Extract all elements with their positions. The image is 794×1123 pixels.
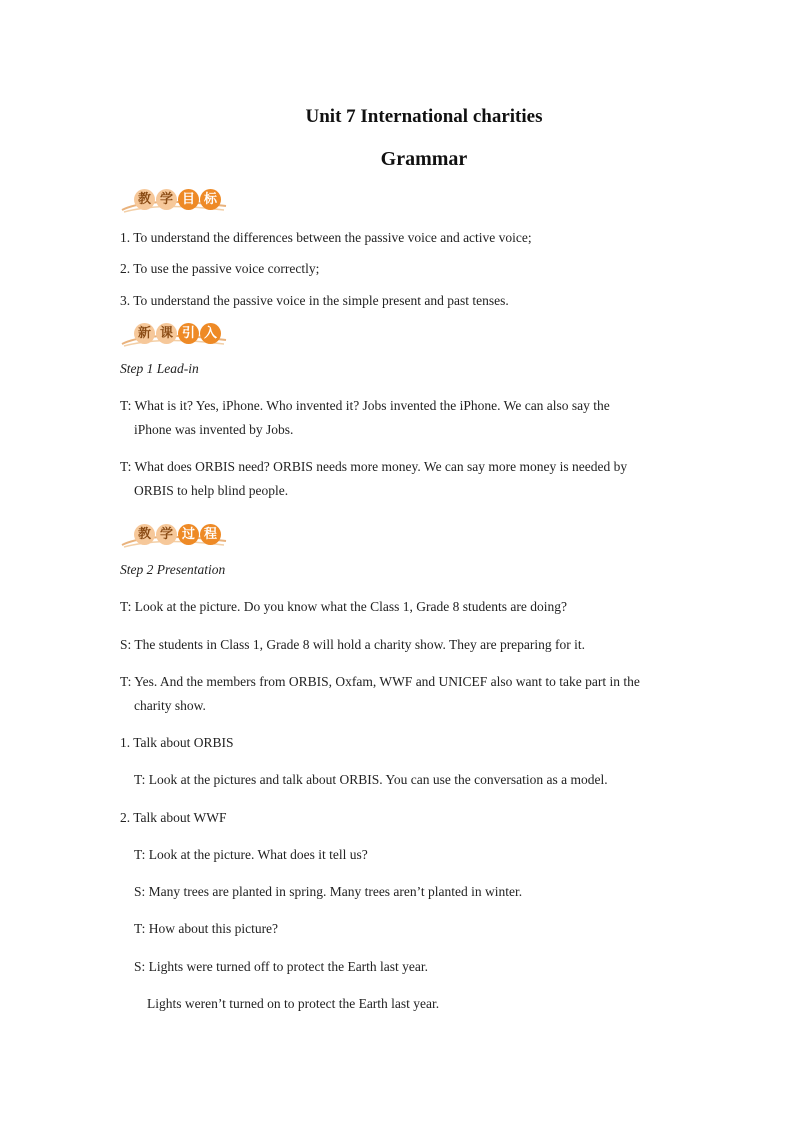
badge-char: 新	[134, 323, 155, 344]
badge-char: 标	[200, 189, 221, 210]
badge-char: 目	[178, 189, 199, 210]
badge-char: 入	[200, 323, 221, 344]
step2-line: T: How about this picture?	[134, 921, 279, 936]
objective-2: 2. To use the passive voice correctly;	[120, 261, 320, 276]
badge-char: 学	[156, 189, 177, 210]
step2-line: T: Look at the pictures and talk about ORBIS. You can use the conversation as a model.	[134, 772, 608, 787]
step1-heading: Step 1 Lead-in	[120, 361, 199, 376]
step1-line: T: What is it? Yes, iPhone. Who invented it? Jobs invented the iPhone. We can also say the	[120, 398, 610, 413]
step1-line: iPhone was invented by Jobs.	[134, 422, 294, 437]
objectives-badge	[120, 186, 230, 214]
step2-line: T: Look at the picture. What does it tell us?	[134, 847, 368, 862]
badge-char: 课	[156, 323, 177, 344]
step2-line: T: Yes. And the members from ORBIS, Oxfam, WWF and UNICEF also want to take part in the	[120, 674, 640, 689]
step2-line: 1. Talk about ORBIS	[120, 735, 234, 750]
badge-char: 教	[134, 524, 155, 545]
step1-line: T: What does ORBIS need? ORBIS needs more money. We can say more money is needed by	[120, 459, 628, 474]
step2-line: charity show.	[134, 698, 206, 713]
step2-heading: Step 2 Presentation	[120, 562, 226, 577]
badge-char: 程	[200, 524, 221, 545]
step2-line: Lights weren’t turned on to protect the Earth last year.	[147, 996, 440, 1011]
badge-char: 教	[134, 189, 155, 210]
process-badge	[120, 521, 230, 549]
step2-line: 2. Talk about WWF	[120, 810, 227, 825]
page-title: Unit 7 International charities	[305, 106, 543, 127]
badge-char: 过	[178, 524, 199, 545]
step2-line: S: The students in Class 1, Grade 8 will hold a charity show. They are preparing for it.	[120, 637, 586, 652]
leadin-badge	[120, 320, 230, 348]
step2-line: S: Many trees are planted in spring. Many trees aren’t planted in winter.	[134, 884, 523, 899]
objective-1: 1. To understand the differences between the passive voice and active voice;	[120, 230, 532, 245]
page-subtitle: Grammar	[380, 148, 468, 170]
step2-line: T: Look at the picture. Do you know what the Class 1, Grade 8 students are doing?	[120, 599, 567, 614]
badge-char: 学	[156, 524, 177, 545]
badge-char: 引	[178, 323, 199, 344]
step1-line: ORBIS to help blind people.	[134, 483, 289, 498]
objective-3: 3. To understand the passive voice in the simple present and past tenses.	[120, 293, 509, 308]
step2-line: S: Lights were turned off to protect the Earth last year.	[134, 959, 429, 974]
